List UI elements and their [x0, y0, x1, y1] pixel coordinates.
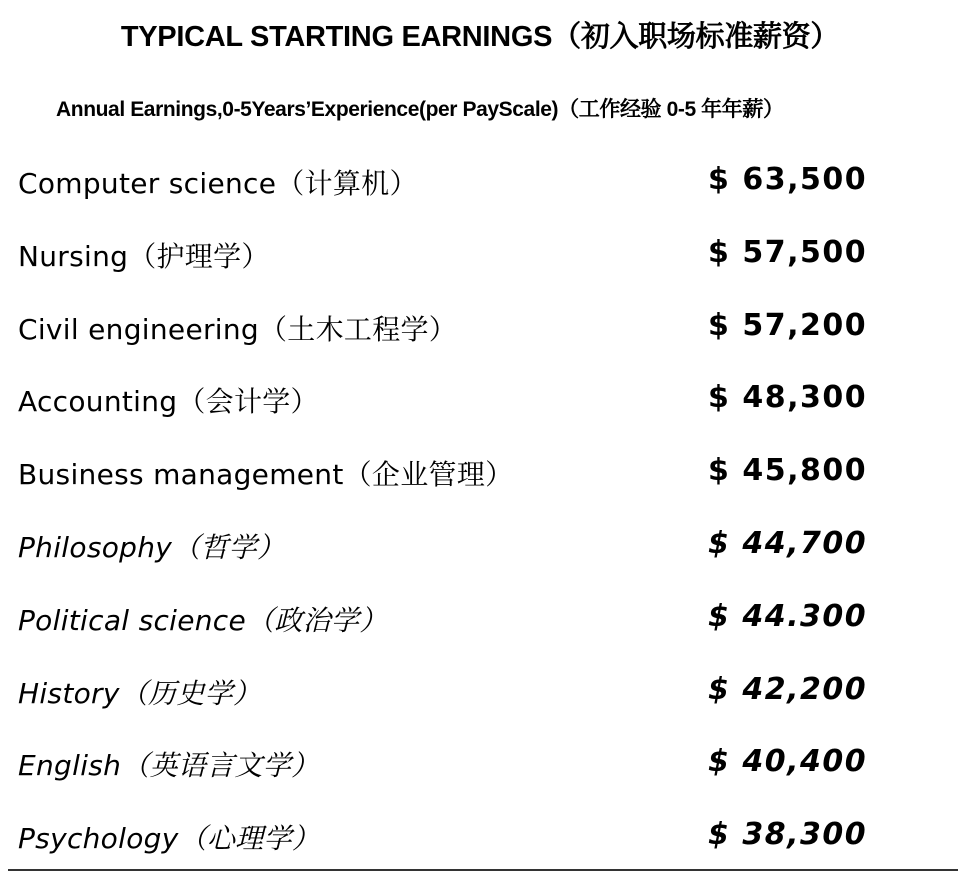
starting-earnings: $ 57,200	[708, 307, 868, 343]
major-name: Accounting（会计学）	[18, 385, 319, 419]
list-item	[0, 510, 960, 583]
major-name: History（历史学）	[18, 676, 262, 710]
starting-earnings: $ 63,500	[708, 162, 868, 197]
starting-earnings: $ 42,200	[708, 671, 868, 707]
list-item	[0, 437, 960, 510]
major-name: Nursing（护理学）	[18, 239, 270, 273]
list-item	[0, 146, 960, 219]
starting-earnings: $ 57,500	[708, 234, 868, 270]
major-name: Political science（政治学）	[18, 603, 388, 637]
list-item	[0, 364, 960, 437]
major-name: English（英语言文学）	[18, 749, 320, 783]
starting-earnings: $ 48,300	[708, 380, 868, 416]
page-title: TYPICAL STARTING EARNINGS（初入职场标准薪资）	[120, 21, 840, 53]
list-item	[0, 583, 960, 656]
major-name: Civil engineering（土木工程学）	[18, 312, 458, 346]
list-item	[0, 801, 960, 874]
major-name: Psychology（心理学）	[18, 822, 321, 856]
starting-earnings: $ 44.300	[708, 598, 868, 634]
starting-earnings: $ 44,700	[708, 525, 868, 561]
earnings-list	[0, 146, 960, 874]
major-name: Philosophy（哲学）	[18, 530, 286, 564]
major-name: Computer science（计算机）	[18, 167, 418, 200]
starting-earnings: $ 40,400	[708, 744, 868, 780]
list-item	[0, 728, 960, 801]
list-item	[0, 292, 960, 365]
bottom-divider	[8, 869, 958, 871]
list-item	[0, 219, 960, 292]
page-subtitle: Annual Earnings,0-5Years’Experience(per PayScale)（工作经验 0-5 年年薪）	[56, 98, 784, 121]
major-name: Business management（企业管理）	[18, 458, 514, 492]
starting-earnings: $ 45,800	[708, 453, 868, 489]
list-item	[0, 656, 960, 729]
starting-earnings: $ 38,300	[708, 817, 868, 853]
